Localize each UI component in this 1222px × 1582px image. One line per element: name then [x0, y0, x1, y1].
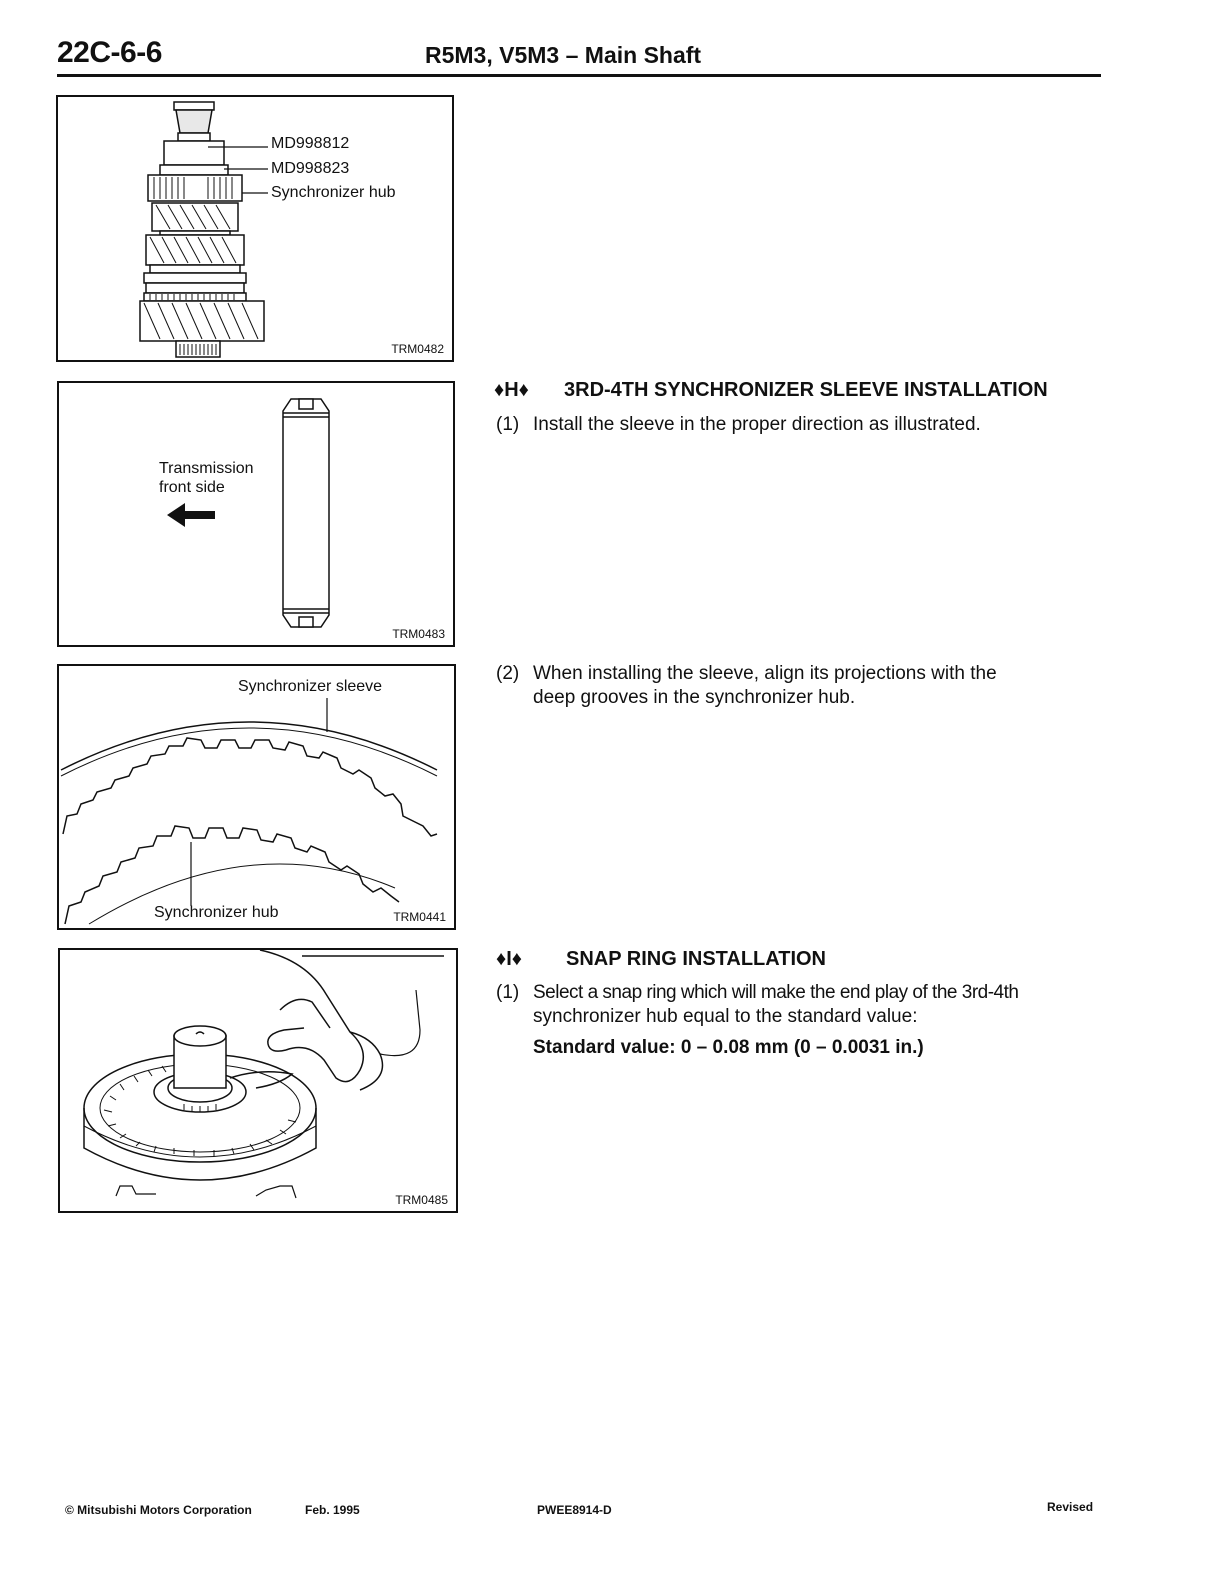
figure-main-shaft-tools [56, 95, 454, 362]
page-title: R5M3, V5M3 – Main Shaft [425, 42, 702, 68]
step-text: Install the sleeve in the proper direction as illustrated. [533, 414, 981, 435]
label-synchronizer-sleeve: Synchronizer sleeve [238, 678, 383, 695]
snap-ring-illustration [60, 950, 456, 1211]
arrow-left-icon [167, 503, 215, 527]
footer-status: Revised [1047, 1500, 1094, 1514]
sleeve-step-2 [496, 661, 1106, 713]
step-number: (1) [496, 982, 520, 1003]
figure-code: TRM0482 [391, 342, 444, 356]
figure-sleeve-direction [57, 381, 455, 647]
label-synchronizer-hub: Synchronizer hub [154, 904, 279, 921]
figure-code: TRM0441 [393, 910, 446, 924]
section-symbol-h: ♦H♦ [494, 379, 529, 401]
label-md998812: MD998812 [271, 135, 350, 152]
snap-step-1 [496, 980, 1111, 1032]
step-text-line1: When installing the sleeve, align its projections with the [533, 663, 997, 684]
section-title-text: 3RD-4TH SYNCHRONIZER SLEEVE INSTALLATION [564, 379, 1048, 401]
section-title-sleeve-installation [494, 379, 1048, 402]
figure-snap-ring [58, 948, 458, 1213]
label-md998823: MD998823 [271, 160, 350, 177]
figure-code: TRM0483 [392, 627, 445, 641]
figure-sleeve-hub-alignment [57, 664, 456, 930]
step-number: (1) [496, 414, 520, 435]
label-front-side: front side [159, 479, 225, 496]
standard-value: Standard value: 0 – 0.08 mm (0 – 0.0031 in.) [533, 1037, 924, 1058]
label-transmission: Transmission [159, 460, 254, 477]
section-title-snap-ring [496, 948, 826, 971]
section-symbol-i: ♦I♦ [496, 948, 522, 970]
sleeve-section-illustration [59, 383, 453, 645]
step-text-line2: synchronizer hub equal to the standard value: [533, 1006, 918, 1027]
footer-date: Feb. 1995 [305, 1503, 360, 1517]
step-text-line2: deep grooves in the synchronizer hub. [533, 687, 856, 708]
figure-code: TRM0485 [395, 1193, 448, 1207]
teeth-alignment-illustration [59, 666, 454, 928]
main-shaft-illustration [58, 97, 452, 360]
page-number: 22C-6-6 [57, 36, 162, 69]
section-title-text: SNAP RING INSTALLATION [566, 948, 826, 970]
step-text-line1: Select a snap ring which will make the end play of the 3rd-4th [533, 982, 1019, 1003]
sleeve-step-1 [496, 412, 1106, 438]
footer-copyright: © Mitsubishi Motors Corporation [65, 1503, 252, 1517]
header-rule [57, 74, 1101, 77]
step-number: (2) [496, 663, 520, 684]
footer-doc-code: PWEE8914-D [537, 1503, 612, 1517]
label-synchronizer-hub: Synchronizer hub [271, 184, 396, 201]
